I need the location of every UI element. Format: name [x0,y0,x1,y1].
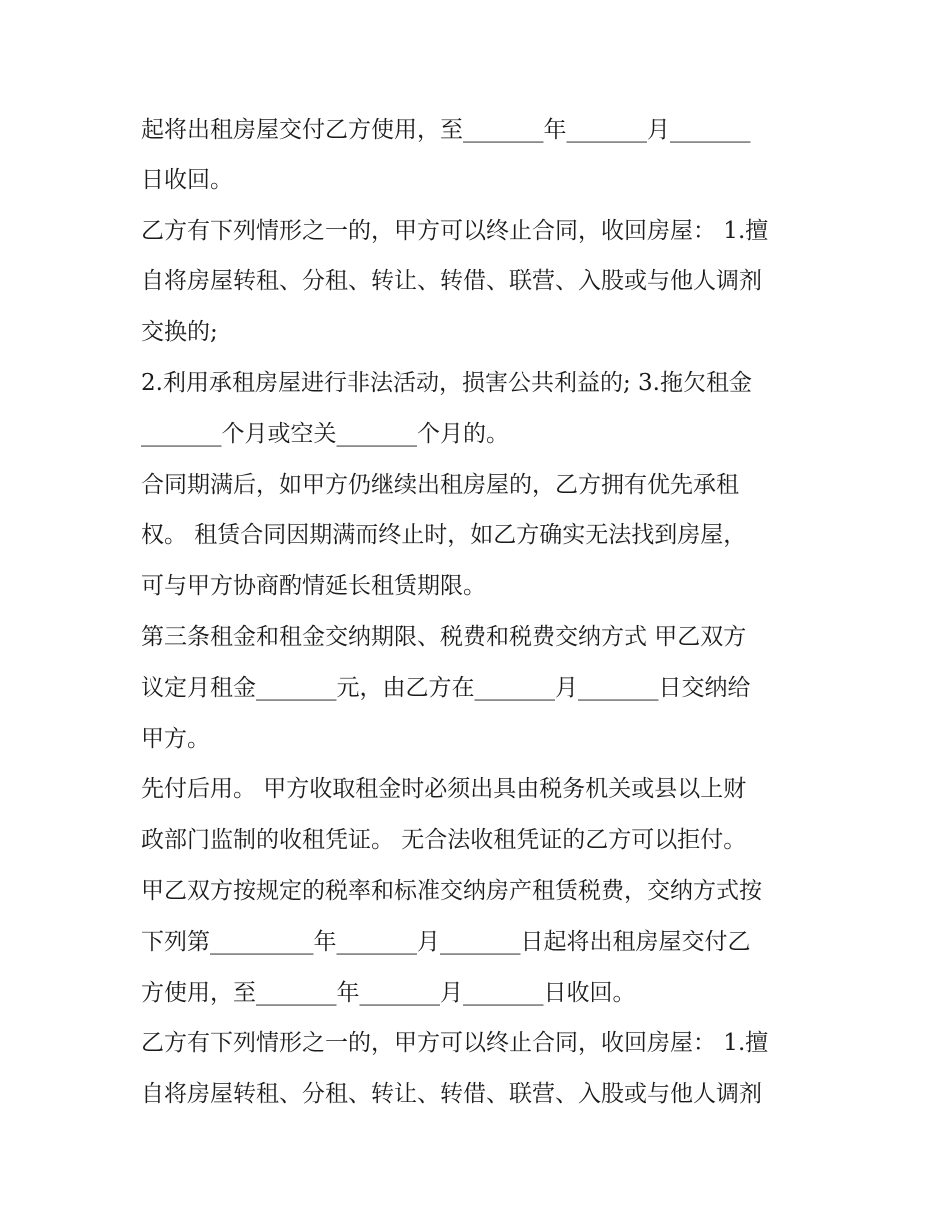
text-line: 先付后用。 甲方收取租金时必须出具由税务机关或县以上财 [141,776,747,802]
text-line: 政部门监制的收租凭证。 无合法收租凭证的乙方可以拒付。 [141,827,747,853]
text-line: 起将出租房屋交付乙方使用，至_______年_______月_______ [141,117,751,143]
text-line: 自将房屋转租、分租、转让、转借、联营、入股或与他人调剂 [141,1081,762,1107]
text-line: 下列第_________年_______月_______日起将出租房屋交付乙 [141,929,751,955]
text-line: 自将房屋转租、分租、转让、转借、联营、入股或与他人调剂 [141,268,762,294]
text-line: _______个月或空关_______个月的。 [141,421,509,447]
text-line: 甲乙双方按规定的税率和标准交纳房产租赁税费，交纳方式按 [141,878,762,904]
text-line: 方使用，至_______年_______月_______日收回。 [141,980,636,1006]
text-line: 甲方。 [141,726,210,752]
text-line: 第三条租金和租金交纳期限、税费和税费交纳方式 甲乙双方 [141,624,747,650]
text-line: 议定月租金_______元，由乙方在_______月_______日交纳给 [141,675,751,701]
text-line: 可与甲方协商酌情延长租赁期限。 [141,573,486,599]
text-line: 乙方有下列情形之一的，甲方可以终止合同，收回房屋： 1.擅 [141,218,769,244]
text-line: 交换的; [141,319,218,345]
text-line: 2.利用承租房屋进行非法活动，损害公共利益的; 3.拖欠租金 [141,370,752,396]
text-line: 乙方有下列情形之一的，甲方可以终止合同，收回房屋： 1.擅 [141,1030,769,1056]
text-line: 权。 租赁合同因期满而终止时，如乙方确实无法找到房屋， [141,522,747,548]
text-line: 日收回。 [141,167,233,193]
text-line: 合同期满后，如甲方仍继续出租房屋的，乙方拥有优先承租 [141,472,739,498]
